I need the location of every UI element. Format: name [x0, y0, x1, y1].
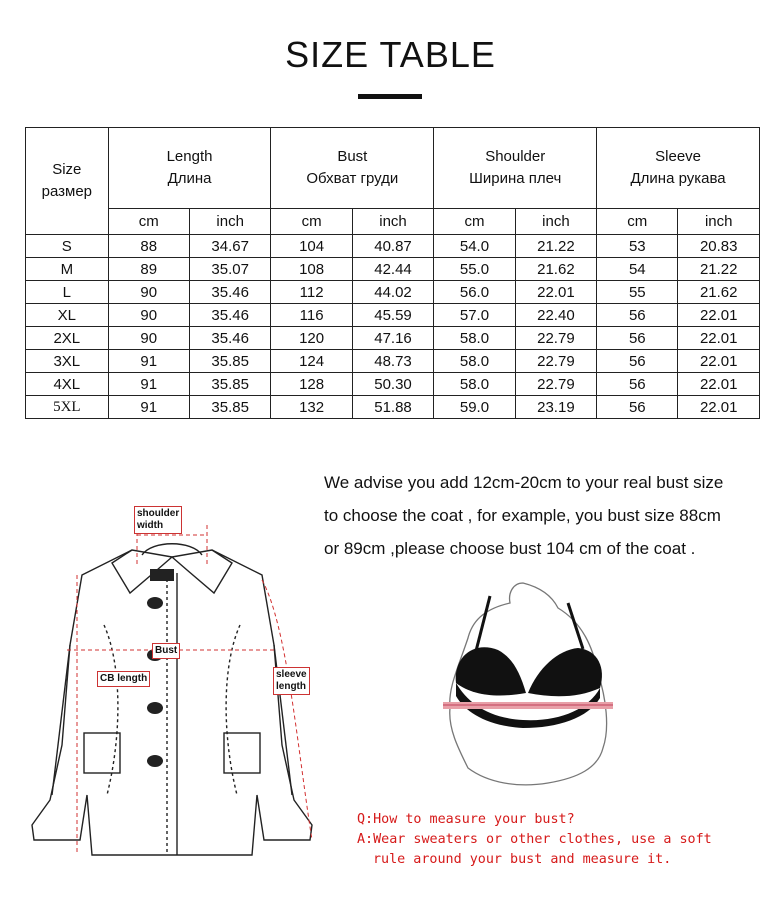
advice-line: We advise you add 12cm-20cm to your real bust size	[324, 473, 724, 492]
value-cell: 42.44	[352, 258, 434, 281]
qa-block	[357, 810, 712, 870]
value-cell: 58.0	[434, 373, 515, 396]
value-cell: 53	[597, 235, 678, 258]
value-cell: 54.0	[434, 235, 515, 258]
value-cell: 35.46	[189, 304, 271, 327]
value-cell: 57.0	[434, 304, 515, 327]
table-row	[26, 304, 760, 327]
value-cell: 56	[597, 373, 678, 396]
header-ru: Длина рукава	[630, 170, 726, 187]
value-cell: 35.07	[189, 258, 271, 281]
value-cell: 40.87	[352, 235, 434, 258]
header-en: Shoulder	[485, 148, 546, 165]
value-cell: 23.19	[515, 396, 597, 419]
value-cell: 91	[108, 373, 189, 396]
size-table	[25, 127, 760, 419]
value-cell: 54	[597, 258, 678, 281]
value-cell: 34.67	[189, 235, 271, 258]
qa-question: Q:How to measure your bust?	[357, 812, 575, 827]
value-cell: 90	[108, 304, 189, 327]
table-row	[26, 373, 760, 396]
shoulder-header	[434, 128, 597, 209]
header-ru: Ширина плеч	[469, 170, 562, 187]
value-cell: 21.62	[678, 281, 760, 304]
value-cell: 120	[271, 327, 352, 350]
value-cell: 22.79	[515, 350, 597, 373]
value-cell: 128	[271, 373, 352, 396]
size-cell: 2XL	[26, 327, 109, 350]
value-cell: 22.01	[678, 304, 760, 327]
header-en: Bust	[337, 148, 368, 165]
table-header-row	[26, 128, 760, 209]
unit-cell: cm	[434, 209, 515, 235]
unit-cell: inch	[678, 209, 760, 235]
unit-cell: cm	[108, 209, 189, 235]
advice-line: to choose the coat , for example, you bust size 88cm	[324, 506, 721, 525]
value-cell: 22.01	[678, 373, 760, 396]
table-row	[26, 235, 760, 258]
unit-cell: inch	[515, 209, 597, 235]
value-cell: 22.01	[678, 350, 760, 373]
bust-header	[271, 128, 434, 209]
value-cell: 112	[271, 281, 352, 304]
value-cell: 124	[271, 350, 352, 373]
value-cell: 108	[271, 258, 352, 281]
table-row	[26, 396, 760, 419]
size-cell: 3XL	[26, 350, 109, 373]
value-cell: 58.0	[434, 350, 515, 373]
size-cell: XL	[26, 304, 109, 327]
qa-answer-line2: rule around your bust and measure it.	[373, 852, 672, 867]
header-en: Sleeve	[655, 148, 702, 165]
value-cell: 22.01	[515, 281, 597, 304]
size-cell: L	[26, 281, 109, 304]
table-row	[26, 350, 760, 373]
table-row	[26, 258, 760, 281]
qa-answer-line1: A:Wear sweaters or other clothes, use a soft	[357, 832, 712, 847]
value-cell: 22.79	[515, 373, 597, 396]
value-cell: 55.0	[434, 258, 515, 281]
value-cell: 21.22	[678, 258, 760, 281]
size-cell: M	[26, 258, 109, 281]
value-cell: 22.01	[678, 396, 760, 419]
length-header	[108, 128, 271, 209]
size-cell: S	[26, 235, 109, 258]
size-header: Size размер	[26, 128, 109, 235]
sleeve-length-label: sleeve length	[273, 667, 310, 695]
value-cell: 35.85	[189, 373, 271, 396]
value-cell: 91	[108, 396, 189, 419]
value-cell: 88	[108, 235, 189, 258]
table-row	[26, 281, 760, 304]
size-cell: 5XL	[26, 396, 109, 419]
value-cell: 90	[108, 327, 189, 350]
value-cell: 56	[597, 304, 678, 327]
value-cell: 21.22	[515, 235, 597, 258]
unit-cell: inch	[352, 209, 434, 235]
value-cell: 90	[108, 281, 189, 304]
value-cell: 21.62	[515, 258, 597, 281]
unit-cell: inch	[189, 209, 271, 235]
value-cell: 51.88	[352, 396, 434, 419]
value-cell: 89	[108, 258, 189, 281]
sleeve-header	[597, 128, 760, 209]
cb-length-label: CB length	[97, 671, 150, 687]
shoulder-width-label: shoulder width	[134, 506, 182, 534]
value-cell: 58.0	[434, 327, 515, 350]
header-ru: Длина	[167, 170, 212, 187]
value-cell: 116	[271, 304, 352, 327]
value-cell: 55	[597, 281, 678, 304]
table-row	[26, 327, 760, 350]
value-cell: 56.0	[434, 281, 515, 304]
header-ru: Обхват груди	[306, 170, 399, 187]
value-cell: 91	[108, 350, 189, 373]
value-cell: 22.01	[678, 327, 760, 350]
bust-label: Bust	[152, 643, 180, 659]
value-cell: 20.83	[678, 235, 760, 258]
advice-text	[324, 466, 774, 565]
value-cell: 56	[597, 327, 678, 350]
advice-line: or 89cm ,please choose bust 104 cm of the coat .	[324, 539, 696, 558]
unit-cell: cm	[597, 209, 678, 235]
value-cell: 50.30	[352, 373, 434, 396]
value-cell: 56	[597, 396, 678, 419]
title-underline	[358, 94, 422, 99]
value-cell: 48.73	[352, 350, 434, 373]
unit-row	[26, 209, 760, 235]
header-en: Length	[166, 148, 213, 165]
size-cell: 4XL	[26, 373, 109, 396]
value-cell: 35.85	[189, 350, 271, 373]
value-cell: 44.02	[352, 281, 434, 304]
value-cell: 45.59	[352, 304, 434, 327]
value-cell: 47.16	[352, 327, 434, 350]
value-cell: 59.0	[434, 396, 515, 419]
unit-cell: cm	[271, 209, 352, 235]
value-cell: 56	[597, 350, 678, 373]
value-cell: 35.85	[189, 396, 271, 419]
value-cell: 22.40	[515, 304, 597, 327]
value-cell: 35.46	[189, 327, 271, 350]
value-cell: 22.79	[515, 327, 597, 350]
page-title: SIZE TABLE	[285, 34, 496, 75]
value-cell: 132	[271, 396, 352, 419]
mannequin-bust-icon	[428, 578, 628, 798]
value-cell: 104	[271, 235, 352, 258]
value-cell: 35.46	[189, 281, 271, 304]
